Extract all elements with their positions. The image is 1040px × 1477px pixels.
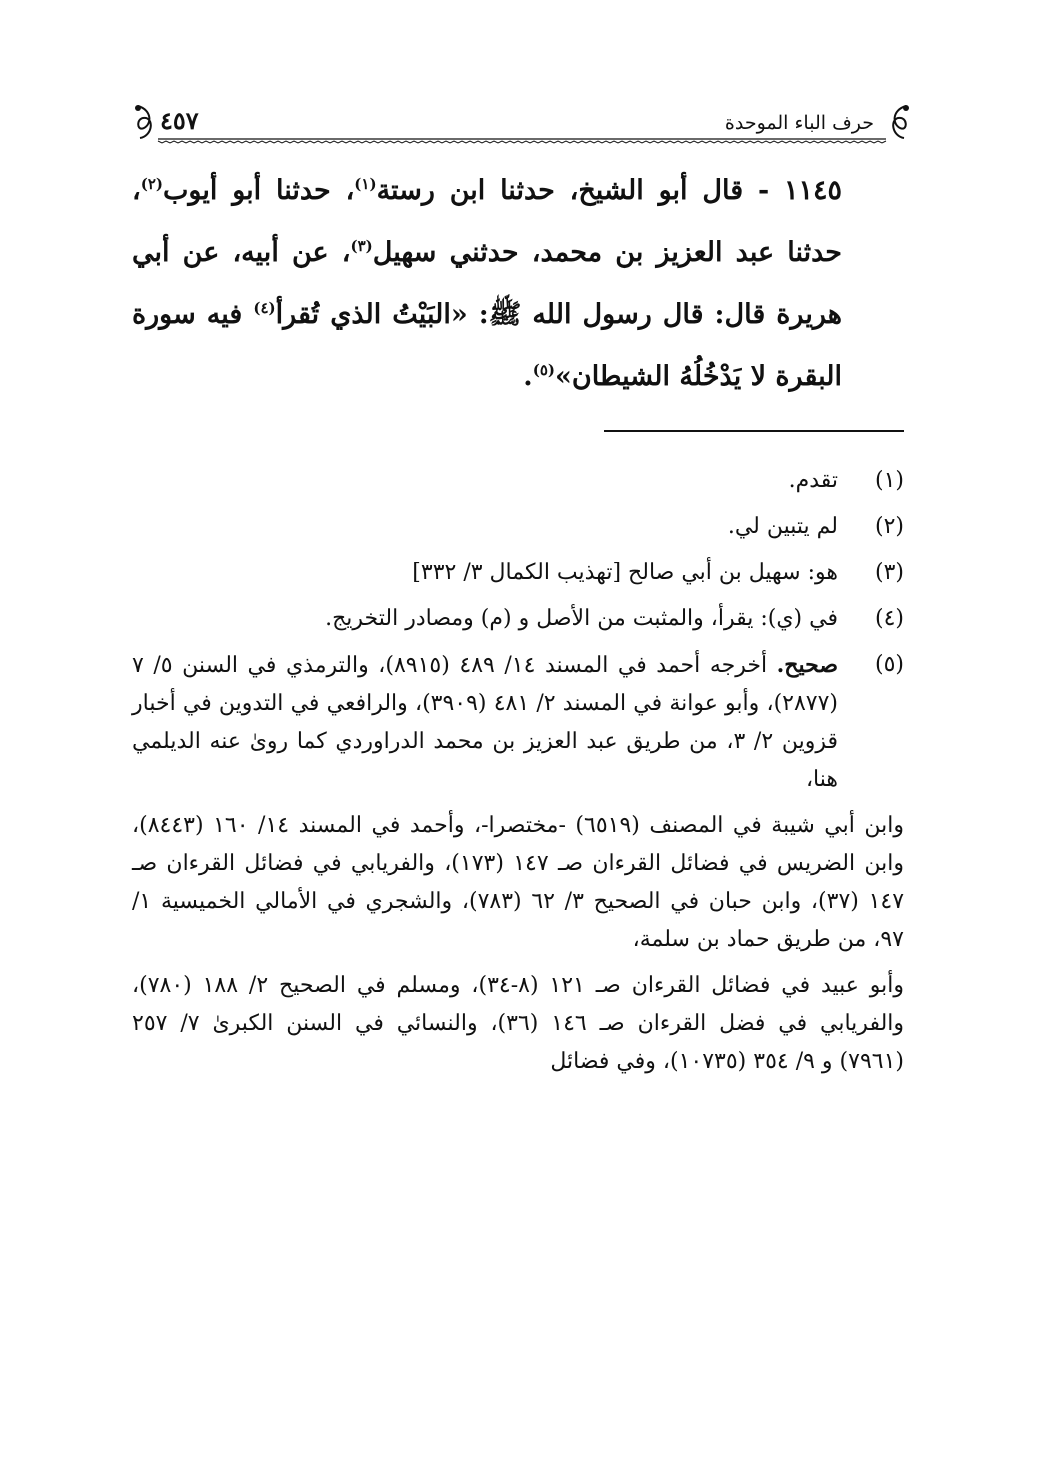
footnote: [132, 646, 904, 799]
footnote-ref: (١): [354, 175, 377, 193]
footnote: [132, 554, 904, 592]
footnote-text: لم يتبين لي.: [727, 514, 838, 539]
footnote-text: [132, 646, 838, 799]
footnote-ref: (٥): [532, 361, 555, 379]
footnote-number: (٣): [874, 560, 904, 585]
hadith-line: ١١٤٥ - قال أبو الشيخ، حدثنا ابن رستة: [376, 175, 842, 206]
ornament-icon: [132, 102, 158, 142]
footnote: [132, 508, 904, 546]
hadith-quote: فيه سورة البقرة لا يَدْخُلُهُ الشيطان»: [132, 299, 842, 392]
footnote-number: (٢): [874, 514, 904, 539]
footnote: [132, 600, 904, 638]
header-rule: [132, 138, 912, 144]
hadith-paragraph: [132, 160, 904, 408]
footnote-text: هو: سهيل بن أبي صالح [تهذيب الكمال ٣/ ٣٣٢]: [412, 560, 838, 585]
hadith-end: .: [523, 361, 533, 392]
footnote-continuation: [132, 807, 904, 1081]
continuation-paragraph: وابن أبي شيبة في المصنف (٦٥١٩) -مختصرا-، وأحمد في المسند ١٤/ ١٦٠ (٨٤٤٣)، وابن الضريس في فضائل القرءان صـ ١٤٧ (١٧٣)، والفريابي في فضائل القرءان صـ ١٤٧ (٣٧)، وابن حبان في الصحيح ٣/ ٦٢ (٧٨٣)، والشجري في الأمالي الخميسية ١/ ٩٧، من طريق حماد بن سلمة،: [132, 813, 905, 952]
footnote-number: (١): [874, 468, 904, 493]
hadith-grade: صحيح.: [776, 652, 839, 678]
footnote-number: (٤): [874, 606, 904, 631]
footnote-text: تقدم.: [788, 468, 838, 493]
continuation-paragraph: وأبو عبيد في فضائل القرءان صـ ١٢١ (٨-٣٤)، ومسلم في الصحيح ٢/ ١٨٨ (٧٨٠)، والفريابي في فضل القرءان صـ ١٤٦ (٣٦)، والنسائي في السنن الكبرىٰ ٧/ ٢٥٧ (٧٩٦١) و ٩/ ٣٥٤ (١٠٧٣٥)، وفي فضائل: [132, 973, 905, 1074]
page-number: ٤٥٧: [160, 106, 199, 135]
ornament-icon: [886, 102, 912, 142]
hadith-line: ، حدثنا عبد العزيز بن محمد، حدثني سهيل: [132, 175, 843, 268]
running-header: [132, 100, 912, 146]
footnote: [132, 462, 904, 500]
footnote-ref: (٤): [253, 299, 276, 317]
footnote-ref: (٢): [140, 175, 163, 193]
footnotes: [132, 462, 904, 1089]
footnote-number: (٥): [874, 652, 904, 677]
header-title: حرف الباء الموحدة: [724, 112, 874, 134]
hadith-text: [132, 160, 904, 408]
hadith-line: ، حدثنا أبو أيوب: [163, 175, 355, 206]
footnote-separator: [604, 430, 904, 432]
footnote-body: أخرجه أحمد في المسند ١٤/ ٤٨٩ (٨٩١٥)، والترمذي في السنن ٥/ ٧ (٢٨٧٧)، وأبو عوانة في المسند ٢/ ٤٨١ (٣٩٠٩)، والرافعي في التدوين في أخبار قزوين ٢/ ٣، من طريق عبد العزيز بن محمد الدراوردي كما روىٰ عنه الديلمي هنا،: [132, 653, 839, 792]
hadith-line: ، عن أبيه، عن أبي هريرة قال: قال رسول الله ﷺ: «البَيْتُ الذي تُقرأ: [132, 237, 842, 330]
footnote-text: في (ي): يقرأ، والمثبت من الأصل و (م) ومصادر التخريج.: [325, 606, 838, 631]
footnote-ref: (٣): [350, 237, 373, 255]
